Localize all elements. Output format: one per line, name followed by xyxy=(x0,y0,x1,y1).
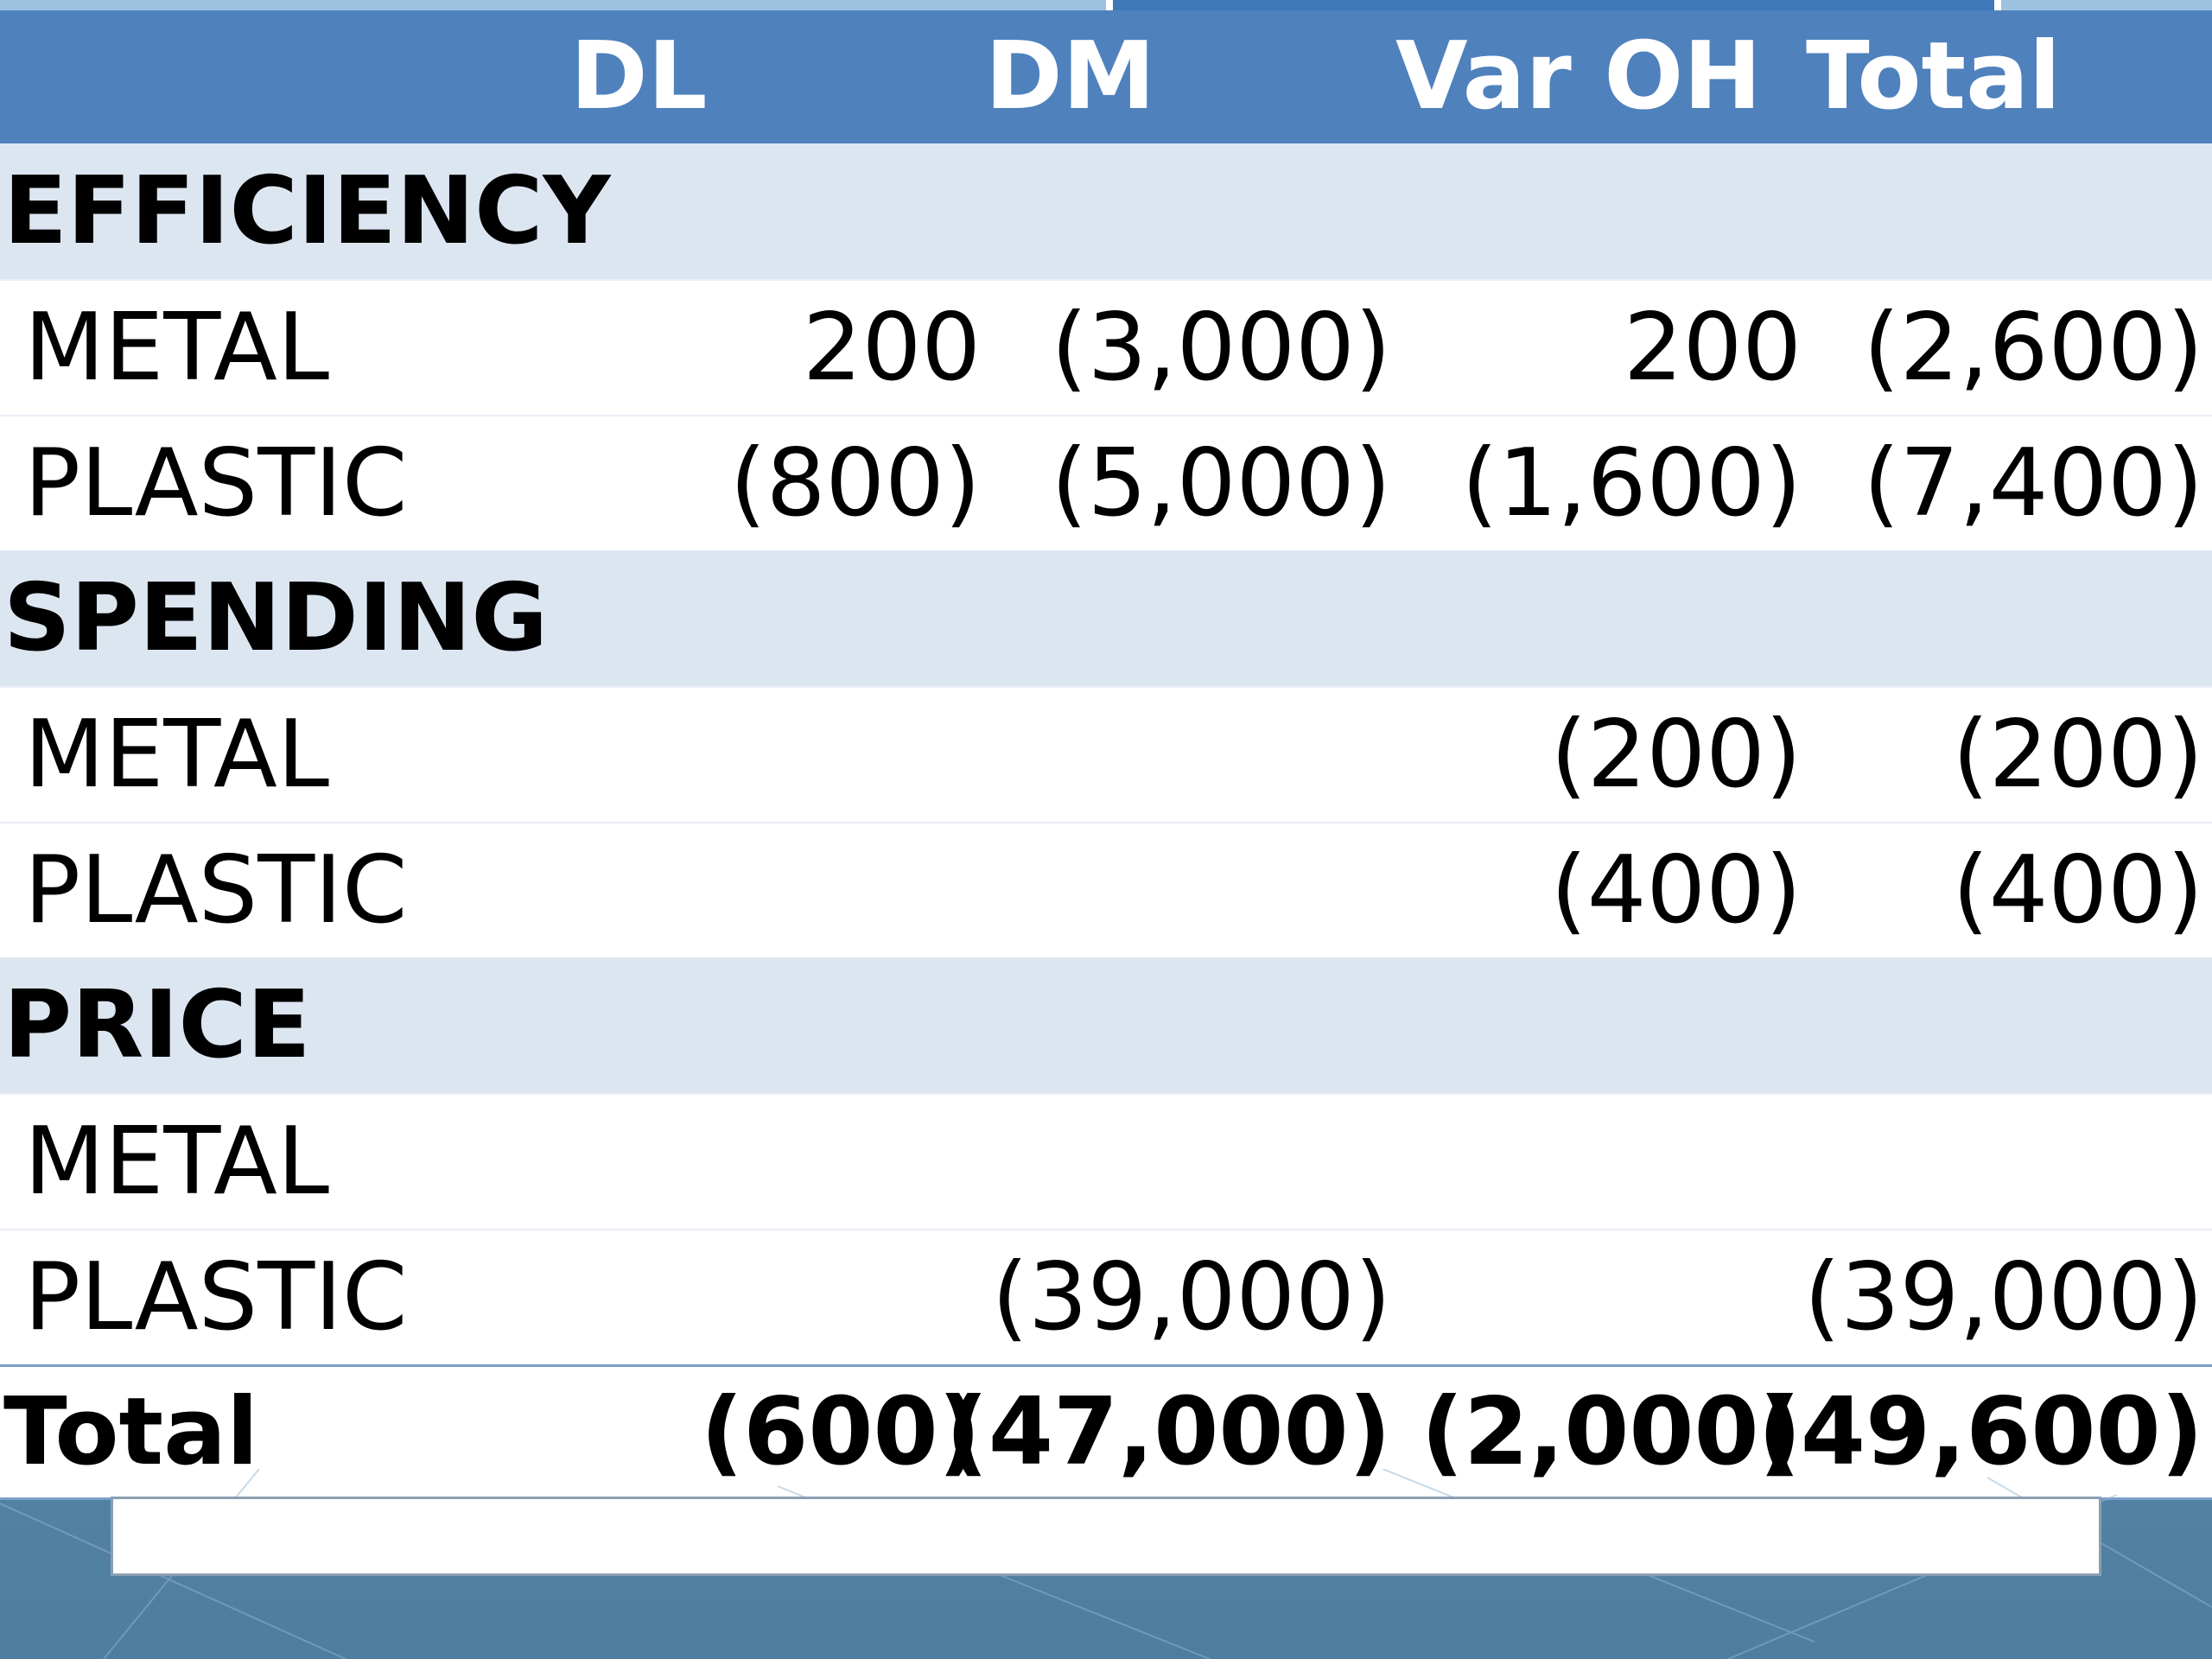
header-label-cell xyxy=(0,10,562,143)
table-row xyxy=(0,1229,2212,1364)
cell-dm: (47,000) xyxy=(945,1377,1391,1486)
cell-total: (200) xyxy=(1952,700,2203,809)
cell-dl: (800) xyxy=(729,429,981,537)
table-row xyxy=(0,1093,2212,1229)
cell-total xyxy=(1802,957,2203,1093)
cell-dm xyxy=(981,823,1391,957)
cell-dl xyxy=(562,1095,981,1229)
header-total: Total xyxy=(1806,22,2062,130)
cell-dl: (600) xyxy=(700,1377,981,1486)
cell-dm xyxy=(981,688,1391,822)
row-label: PLASTIC xyxy=(24,429,408,537)
cell-dm xyxy=(981,957,1391,1093)
row-label: PRICE xyxy=(3,970,311,1079)
cell-var-oh: 200 xyxy=(1623,293,1802,402)
row-label: PLASTIC xyxy=(24,836,408,944)
cell-dm: (5,000) xyxy=(1051,429,1391,537)
slide-top-accent xyxy=(1106,0,2001,10)
cell-dl xyxy=(562,143,981,279)
cell-dm xyxy=(981,550,1391,686)
cell-var-oh xyxy=(1391,1095,1802,1229)
cell-var-oh xyxy=(1391,550,1802,686)
cell-total xyxy=(1802,143,2203,279)
cell-total: (7,400) xyxy=(1863,429,2203,537)
cell-var-oh xyxy=(1391,143,1802,279)
cell-total: (2,600) xyxy=(1863,293,2203,402)
cell-dl: 200 xyxy=(802,293,981,402)
cell-var-oh: (1,600) xyxy=(1461,429,1802,537)
table-row xyxy=(0,279,2212,415)
cell-dl xyxy=(562,957,981,1093)
section-row-price xyxy=(0,957,2212,1093)
section-row-efficiency xyxy=(0,143,2212,279)
cell-var-oh: (400) xyxy=(1550,836,1802,944)
caption-box[interactable] xyxy=(111,1497,2101,1576)
table-row xyxy=(0,686,2212,822)
cell-dl xyxy=(562,1230,981,1364)
header-var-oh: Var OH xyxy=(1395,22,1762,130)
row-label: METAL xyxy=(24,1107,330,1216)
section-row-spending xyxy=(0,550,2212,686)
variance-table xyxy=(0,10,2212,1500)
cell-var-oh xyxy=(1391,1230,1802,1364)
table-header-row xyxy=(0,10,2212,143)
row-label: SPENDING xyxy=(3,563,548,672)
cell-dm: (39,000) xyxy=(991,1243,1391,1351)
row-label: Total xyxy=(3,1377,259,1486)
cell-dl xyxy=(562,550,981,686)
cell-total: (39,000) xyxy=(1803,1243,2203,1351)
table-row xyxy=(0,415,2212,550)
cell-dl xyxy=(562,688,981,822)
row-label: EFFICIENCY xyxy=(3,156,611,265)
row-label: METAL xyxy=(24,700,330,809)
header-dl: DL xyxy=(570,22,708,130)
cell-var-oh: (200) xyxy=(1550,700,1802,809)
cell-total: (400) xyxy=(1952,836,2203,944)
cell-var-oh: (2,000) xyxy=(1421,1377,1802,1486)
cell-var-oh xyxy=(1391,957,1802,1093)
row-label: PLASTIC xyxy=(24,1243,408,1351)
cell-dm xyxy=(981,1095,1391,1229)
row-label: METAL xyxy=(24,293,330,402)
cell-total xyxy=(1802,1095,2203,1229)
cell-total xyxy=(1802,550,2203,686)
table-row xyxy=(0,822,2212,957)
cell-total: (49,600) xyxy=(1758,1377,2203,1486)
cell-dl xyxy=(562,823,981,957)
cell-dm xyxy=(981,143,1391,279)
header-dm: DM xyxy=(985,22,1156,130)
cell-dm: (3,000) xyxy=(1051,293,1391,402)
